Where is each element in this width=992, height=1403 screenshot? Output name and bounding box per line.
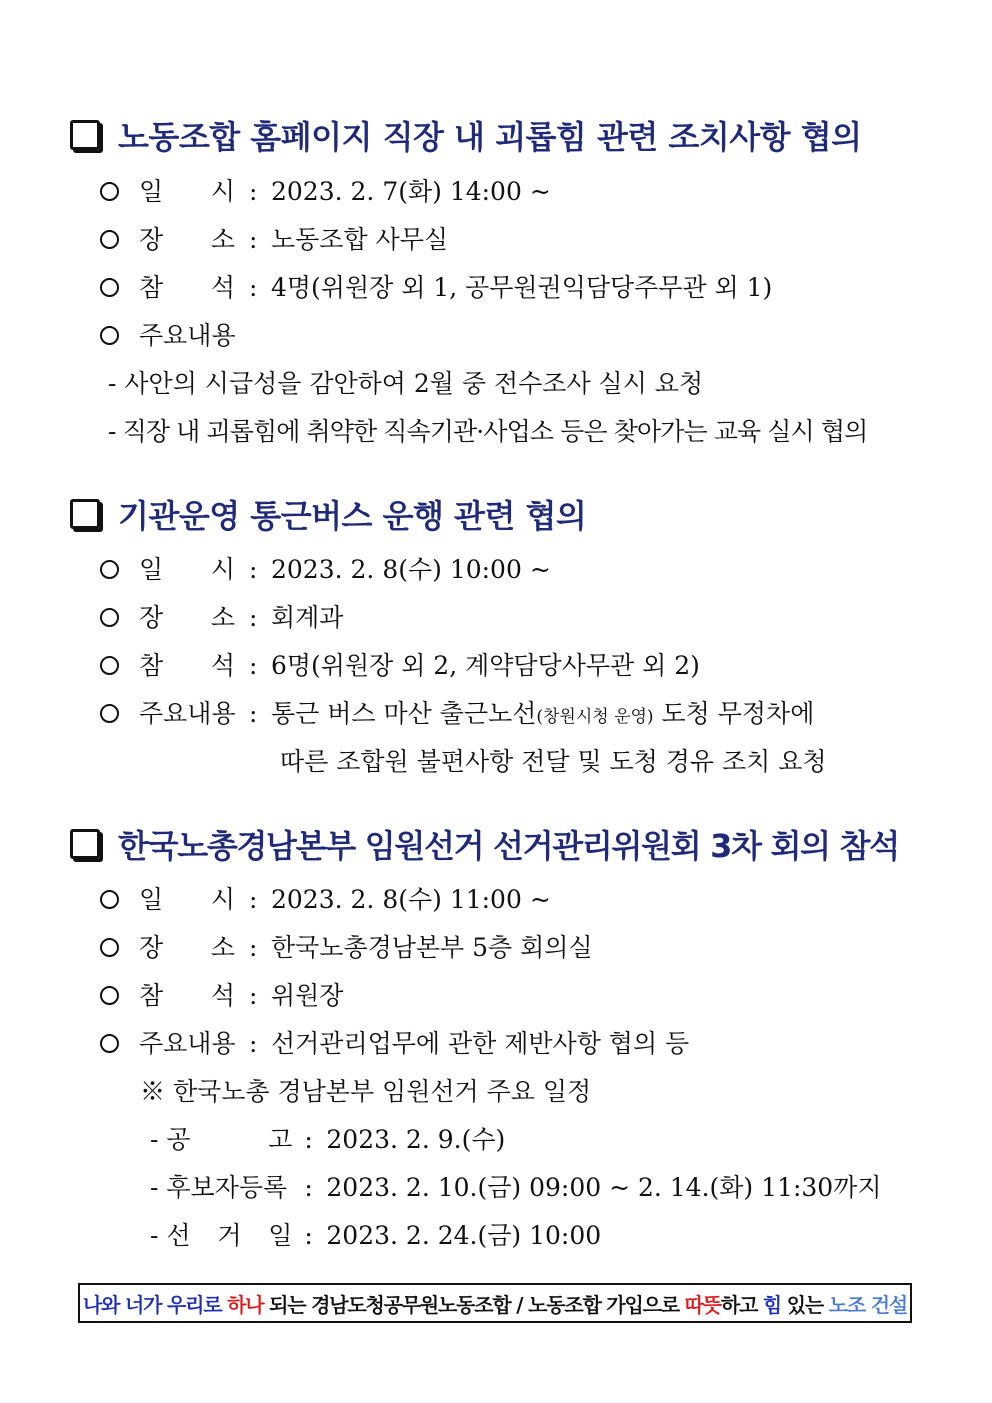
s2-place-row: 장 소 : 회계과 [100, 600, 343, 636]
schedule-row: - 공 고 : 2023. 2. 9.(수) [150, 1125, 506, 1154]
section-3 [70, 822, 930, 866]
circle-bullet-icon [100, 704, 119, 723]
s3-content-row: 주요내용 : 선거관리업무에 관한 제반사항 협의 등 [100, 1026, 689, 1062]
s2-content-row: 주요내용 : 통근 버스 마산 출근노선(창원시청 운영) 도청 무정차에 [100, 696, 814, 732]
checkbox-icon [70, 120, 100, 150]
circle-bullet-icon [100, 230, 119, 249]
s1-date-row: 일 시 : 2023. 2. 7(화) 14:00 ~ [100, 174, 551, 210]
section-2-title: 기관운영 통근버스 운행 관련 협의 [70, 492, 930, 536]
circle-bullet-icon [100, 182, 119, 201]
circle-bullet-icon [100, 1034, 119, 1053]
s2-attend-row: 참 석 : 6명(위원장 외 2, 계약담당사무관 외 2) [100, 648, 700, 684]
circle-bullet-icon [100, 560, 119, 579]
circle-bullet-icon [100, 278, 119, 297]
s3-attend-row: 참 석 : 위원장 [100, 978, 343, 1014]
schedule-row: - 선 거 일 : 2023. 2. 24.(금) 10:00 [150, 1221, 602, 1250]
s1-attend-row: 참 석 : 4명(위원장 외 1, 공무원권익담당주무관 외 1) [100, 270, 772, 306]
circle-bullet-icon [100, 326, 119, 345]
s3-note: ※ 한국노총 경남본부 임원선거 주요 일정 [140, 1077, 592, 1106]
s1-bullet-1: - 사안의 시급성을 감안하여 2월 중 전수조사 실시 요청 [108, 369, 704, 398]
s1-bullet-2: - 직장 내 괴롭힘에 취약한 직속기관·사업소 등은 찾아가는 교육 실시 협의 [108, 417, 868, 446]
section-1-title: 노동조합 홈페이지 직장 내 괴롭힘 관련 조치사항 협의 [70, 113, 930, 157]
s1-content-row: 주요내용 [100, 318, 236, 354]
s3-place-row: 장 소 : 한국노총경남본부 5층 회의실 [100, 930, 593, 966]
s3-date-row: 일 시 : 2023. 2. 8(수) 11:00 ~ [100, 882, 551, 918]
s1-place-row: 장 소 : 노동조합 사무실 [100, 222, 448, 258]
footer-slogan: 나와 너가 우리로 하나 되는 경남도청공무원노동조합 / 노동조합 가입으로 따뜻 하고 힘 있는 노조 건설 [78, 1283, 912, 1323]
section-1 [70, 113, 930, 157]
circle-bullet-icon [100, 986, 119, 1005]
section-3-title: 한국노총경남본부 임원선거 선거관리위원회 3차 회의 참석 [70, 822, 930, 866]
checkbox-icon [70, 499, 100, 529]
checkbox-icon [70, 829, 100, 859]
circle-bullet-icon [100, 608, 119, 627]
circle-bullet-icon [100, 938, 119, 957]
circle-bullet-icon [100, 656, 119, 675]
schedule-row: - 후보자등록 : 2023. 2. 10.(금) 09:00 ~ 2. 14.(화) 11:30까지 [150, 1173, 882, 1202]
s2-content-cont: 따른 조합원 불편사항 전달 및 도청 경유 조치 요청 [280, 747, 827, 776]
circle-bullet-icon [100, 890, 119, 909]
s2-date-row: 일 시 : 2023. 2. 8(수) 10:00 ~ [100, 552, 551, 588]
section-2 [70, 492, 930, 536]
